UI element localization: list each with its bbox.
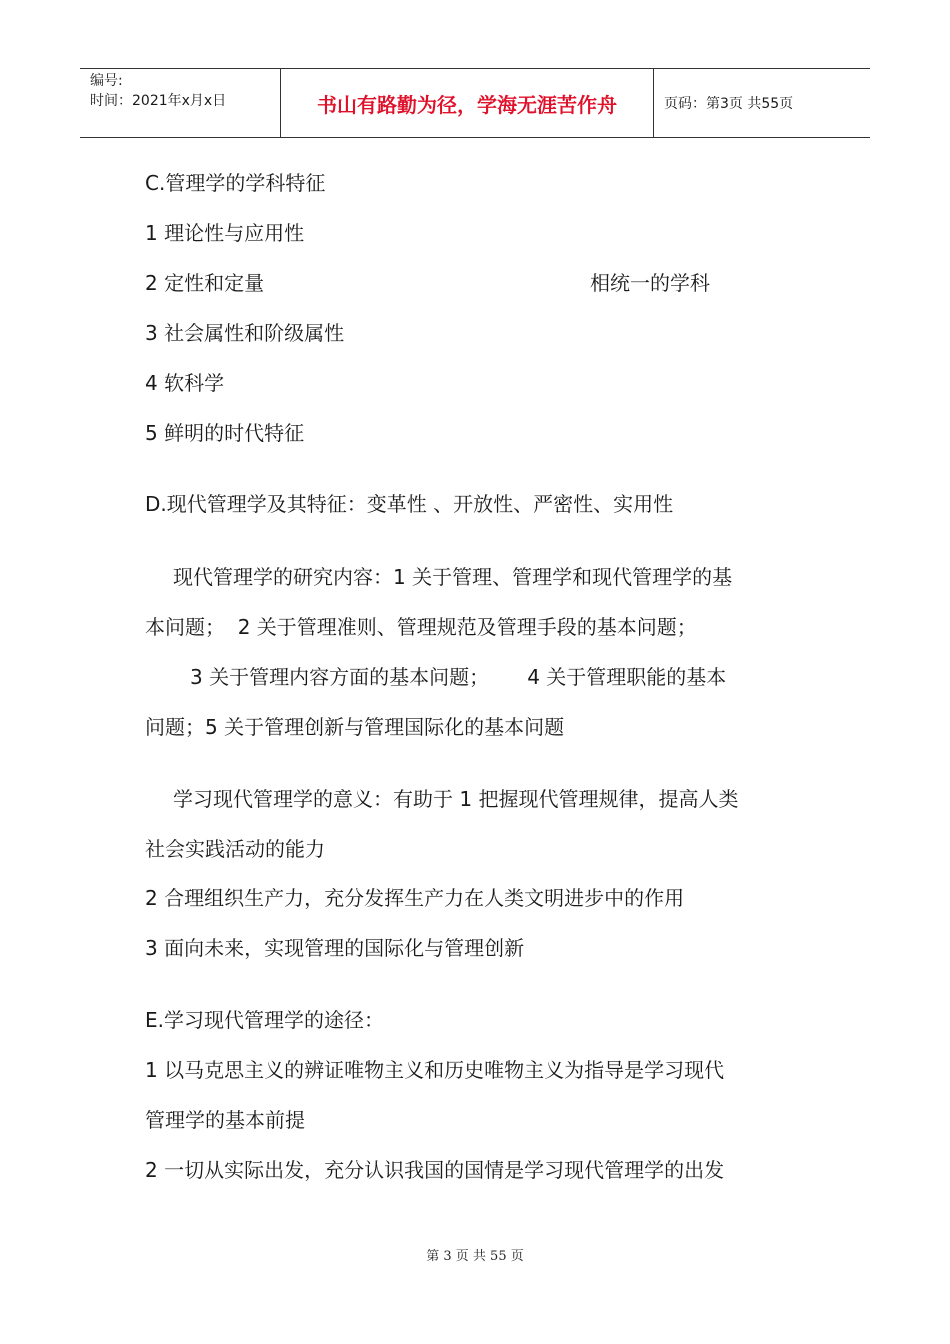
page-footer: 第 3 页 共 55 页 <box>426 1249 524 1264</box>
header-meta <box>80 69 281 137</box>
section-e-line-3: 2 一切从实际出发，充分认识我国的国情是学习现代管理学的出发 <box>145 1158 725 1182</box>
section-c-item-1: 1 理论性与应用性 <box>145 221 305 245</box>
significance-line-3: 2 合理组织生产力，充分发挥生产力在人类文明进步中的作用 <box>145 886 685 910</box>
document-date-label: 时间：2021年x月x日 <box>90 93 227 109</box>
page-header <box>80 68 870 138</box>
significance-line-1: 学习现代管理学的意义：有助于 1 把握现代管理规律，提高人类 <box>173 787 739 811</box>
section-d-title: D.现代管理学及其特征：变革性 、开放性、严密性、实用性 <box>145 492 674 516</box>
research-content-line-2: 本问题； 2 关于管理准则、管理规范及管理手段的基本问题； <box>145 615 697 639</box>
section-c-item-2: 2 定性和定量 <box>145 271 265 295</box>
header-page-label: 页码：第3页 共55页 <box>664 96 794 112</box>
section-e-title: E.学习现代管理学的途径： <box>145 1008 384 1032</box>
section-c-item-5: 5 鲜明的时代特征 <box>145 421 305 445</box>
research-content-line-1: 现代管理学的研究内容：1 关于管理、管理学和现代管理学的基 <box>173 565 733 589</box>
section-c-item-4: 4 软科学 <box>145 371 225 395</box>
header-motto: 书山有路勤为径，学海无涯苦作舟 <box>281 69 654 137</box>
significance-line-4: 3 面向未来，实现管理的国际化与管理创新 <box>145 936 525 960</box>
research-content-line-4: 问题；5 关于管理创新与管理国际化的基本问题 <box>145 715 565 739</box>
section-c-title: C.管理学的学科特征 <box>145 171 326 195</box>
section-c-side-note: 相统一的学科 <box>590 271 710 295</box>
document-number-label: 编号: <box>90 73 123 89</box>
section-e-line-2: 管理学的基本前提 <box>145 1108 305 1132</box>
research-content-line-3: 3 关于管理内容方面的基本问题； 4 关于管理职能的基本 <box>190 665 727 689</box>
section-e-line-1: 1 以马克思主义的辨证唯物主义和历史唯物主义为指导是学习现代 <box>145 1058 725 1082</box>
significance-line-2: 社会实践活动的能力 <box>145 837 325 861</box>
section-c-item-3: 3 社会属性和阶级属性 <box>145 321 345 345</box>
